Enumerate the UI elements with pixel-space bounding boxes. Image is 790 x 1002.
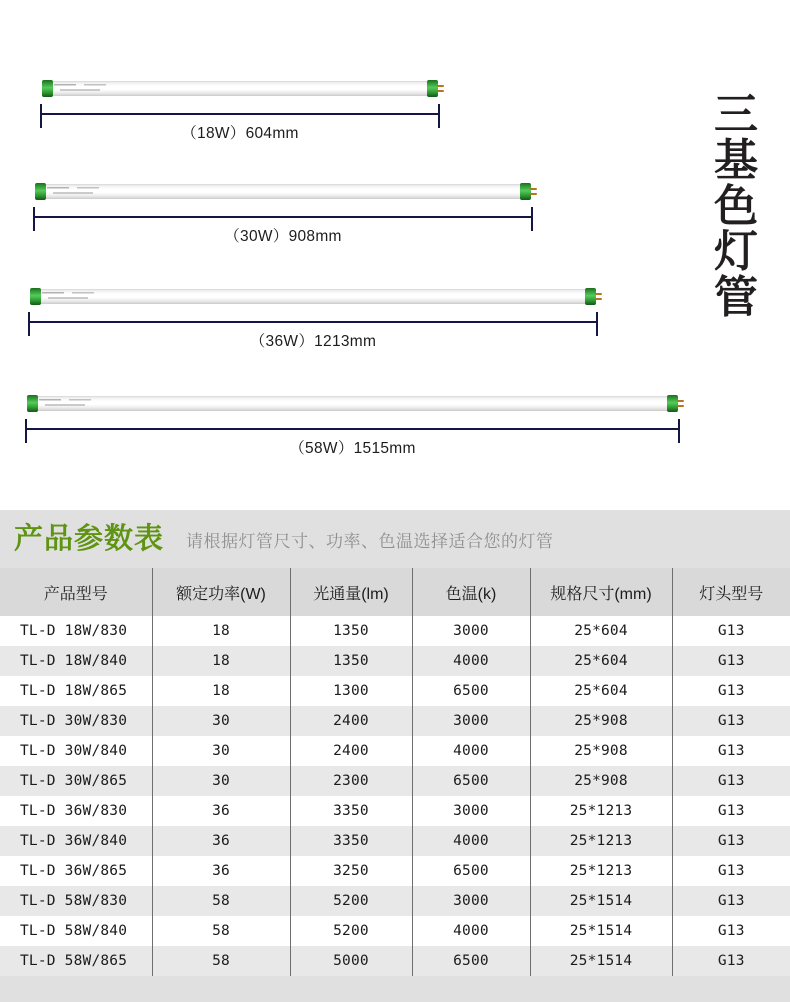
table-row — [0, 916, 790, 946]
spec-table-body — [0, 616, 790, 976]
cell-power: 58 — [152, 886, 290, 916]
table-row — [0, 796, 790, 826]
tube-brand-print — [47, 186, 117, 195]
cell-cct: 4000 — [412, 916, 530, 946]
tube-pin-icon — [595, 293, 602, 295]
cell-power: 58 — [152, 916, 290, 946]
cell-model: TL-D 36W/865 — [0, 856, 152, 886]
cell-power: 36 — [152, 826, 290, 856]
tube-brand-print — [42, 291, 112, 300]
cell-cct: 6500 — [412, 676, 530, 706]
cell-power: 30 — [152, 706, 290, 736]
cell-base: G13 — [672, 886, 790, 916]
cell-base: G13 — [672, 676, 790, 706]
dimension-rule — [40, 113, 440, 115]
cell-size: 25*1514 — [530, 946, 672, 976]
spec-table-head — [0, 568, 790, 616]
cell-size: 25*1213 — [530, 856, 672, 886]
vertical-headline-char: 三 — [714, 90, 758, 139]
cell-model: TL-D 18W/865 — [0, 676, 152, 706]
cell-size: 25*604 — [530, 646, 672, 676]
cell-cct: 3000 — [412, 706, 530, 736]
cell-model: TL-D 30W/830 — [0, 706, 152, 736]
dimension-line-18w — [40, 113, 440, 142]
tube-end-cap-right — [520, 183, 531, 200]
cell-cct: 6500 — [412, 766, 530, 796]
tube-pin-icon — [437, 85, 444, 87]
lamp-tube-graphic — [40, 80, 440, 97]
cell-base: G13 — [672, 796, 790, 826]
tube-end-cap-right — [667, 395, 678, 412]
tube-figure-18w — [40, 80, 440, 142]
cell-lumen: 1350 — [290, 646, 412, 676]
cell-power: 58 — [152, 946, 290, 976]
cell-power: 30 — [152, 736, 290, 766]
cell-lumen: 3250 — [290, 856, 412, 886]
cell-base: G13 — [672, 766, 790, 796]
column-header-size: 规格尺寸(mm) — [530, 568, 672, 616]
cell-base: G13 — [672, 736, 790, 766]
vertical-headline-char: 色 — [714, 181, 758, 231]
cell-power: 36 — [152, 856, 290, 886]
table-row — [0, 766, 790, 796]
spec-section — [0, 510, 790, 1002]
table-header-row — [0, 568, 790, 616]
dimension-line-30w — [33, 216, 533, 245]
cell-model: TL-D 58W/865 — [0, 946, 152, 976]
cell-base: G13 — [672, 706, 790, 736]
cell-size: 25*908 — [530, 736, 672, 766]
cell-model: TL-D 30W/865 — [0, 766, 152, 796]
cell-lumen: 1300 — [290, 676, 412, 706]
tube-pin-icon — [677, 400, 684, 402]
column-header-base: 灯头型号 — [672, 568, 790, 616]
dimension-line-36w — [28, 321, 598, 350]
cell-lumen: 5200 — [290, 886, 412, 916]
cell-size: 25*1514 — [530, 916, 672, 946]
cell-power: 18 — [152, 616, 290, 646]
cell-lumen: 2400 — [290, 706, 412, 736]
cell-lumen: 5000 — [290, 946, 412, 976]
cell-base: G13 — [672, 946, 790, 976]
cell-cct: 4000 — [412, 736, 530, 766]
cell-cct: 3000 — [412, 886, 530, 916]
tube-brand-print — [39, 398, 109, 407]
cell-model: TL-D 58W/840 — [0, 916, 152, 946]
vertical-headline-char: 灯 — [714, 227, 758, 277]
tube-pin-icon — [530, 188, 537, 190]
dimension-rule — [33, 216, 533, 218]
tube-end-cap-left — [42, 80, 53, 97]
cell-power: 18 — [152, 676, 290, 706]
cell-lumen: 3350 — [290, 796, 412, 826]
cell-model: TL-D 36W/830 — [0, 796, 152, 826]
table-row — [0, 826, 790, 856]
table-row — [0, 646, 790, 676]
cell-base: G13 — [672, 616, 790, 646]
tube-end-cap-left — [27, 395, 38, 412]
dimension-label: （58W）1515mm — [289, 440, 416, 457]
spec-heading — [0, 510, 790, 568]
tube-pin-icon — [437, 90, 444, 92]
vertical-headline-char: 管 — [714, 273, 758, 322]
cell-size: 25*604 — [530, 616, 672, 646]
tube-pin-icon — [530, 193, 537, 195]
tube-end-cap-right — [585, 288, 596, 305]
lamp-tube-graphic — [33, 183, 533, 200]
tube-end-cap-right — [427, 80, 438, 97]
table-row — [0, 616, 790, 646]
cell-base: G13 — [672, 856, 790, 886]
cell-base: G13 — [672, 826, 790, 856]
cell-power: 30 — [152, 766, 290, 796]
cell-base: G13 — [672, 646, 790, 676]
dimension-label: （30W）908mm — [224, 228, 342, 245]
tube-pin-icon — [595, 298, 602, 300]
cell-cct: 6500 — [412, 856, 530, 886]
table-row — [0, 676, 790, 706]
tube-figure-30w — [33, 183, 533, 245]
cell-base: G13 — [672, 916, 790, 946]
cell-model: TL-D 18W/840 — [0, 646, 152, 676]
tube-figure-58w — [25, 395, 680, 457]
lamp-tube-graphic — [28, 288, 598, 305]
column-header-cct: 色温(k) — [412, 568, 530, 616]
dimension-rule — [25, 428, 680, 430]
dimension-rule — [28, 321, 598, 323]
vertical-headline — [710, 92, 762, 321]
cell-lumen: 3350 — [290, 826, 412, 856]
table-row — [0, 946, 790, 976]
tube-end-cap-left — [35, 183, 46, 200]
lamp-tube-graphic — [25, 395, 680, 412]
dimension-label: （18W）604mm — [181, 125, 299, 142]
column-header-lumen: 光通量(lm) — [290, 568, 412, 616]
cell-model: TL-D 36W/840 — [0, 826, 152, 856]
cell-cct: 3000 — [412, 796, 530, 826]
tube-body — [37, 289, 589, 304]
spec-title: 产品参数表 — [14, 522, 165, 555]
cell-cct: 4000 — [412, 646, 530, 676]
cell-size: 25*604 — [530, 676, 672, 706]
spec-subtitle: 请根据灯管尺寸、功率、色温选择适合您的灯管 — [186, 532, 554, 551]
cell-lumen: 2300 — [290, 766, 412, 796]
tube-brand-print — [54, 83, 124, 92]
cell-cct: 3000 — [412, 616, 530, 646]
cell-lumen: 1350 — [290, 616, 412, 646]
cell-model: TL-D 30W/840 — [0, 736, 152, 766]
cell-size: 25*908 — [530, 766, 672, 796]
tube-pin-icon — [677, 405, 684, 407]
cell-power: 18 — [152, 646, 290, 676]
table-row — [0, 886, 790, 916]
cell-cct: 4000 — [412, 826, 530, 856]
table-row — [0, 736, 790, 766]
cell-size: 25*1213 — [530, 826, 672, 856]
table-row — [0, 706, 790, 736]
tube-body — [34, 396, 671, 411]
vertical-headline-char: 基 — [714, 135, 758, 185]
cell-model: TL-D 18W/830 — [0, 616, 152, 646]
cell-size: 25*908 — [530, 706, 672, 736]
cell-size: 25*1514 — [530, 886, 672, 916]
tube-end-cap-left — [30, 288, 41, 305]
cell-size: 25*1213 — [530, 796, 672, 826]
column-header-power: 额定功率(W) — [152, 568, 290, 616]
cell-model: TL-D 58W/830 — [0, 886, 152, 916]
table-row — [0, 856, 790, 886]
tube-figure-36w — [28, 288, 598, 350]
cell-cct: 6500 — [412, 946, 530, 976]
dimension-line-58w — [25, 428, 680, 457]
cell-power: 36 — [152, 796, 290, 826]
dimension-label: （36W）1213mm — [249, 333, 377, 350]
spec-table — [0, 568, 790, 976]
cell-lumen: 2400 — [290, 736, 412, 766]
cell-lumen: 5200 — [290, 916, 412, 946]
column-header-model: 产品型号 — [0, 568, 152, 616]
